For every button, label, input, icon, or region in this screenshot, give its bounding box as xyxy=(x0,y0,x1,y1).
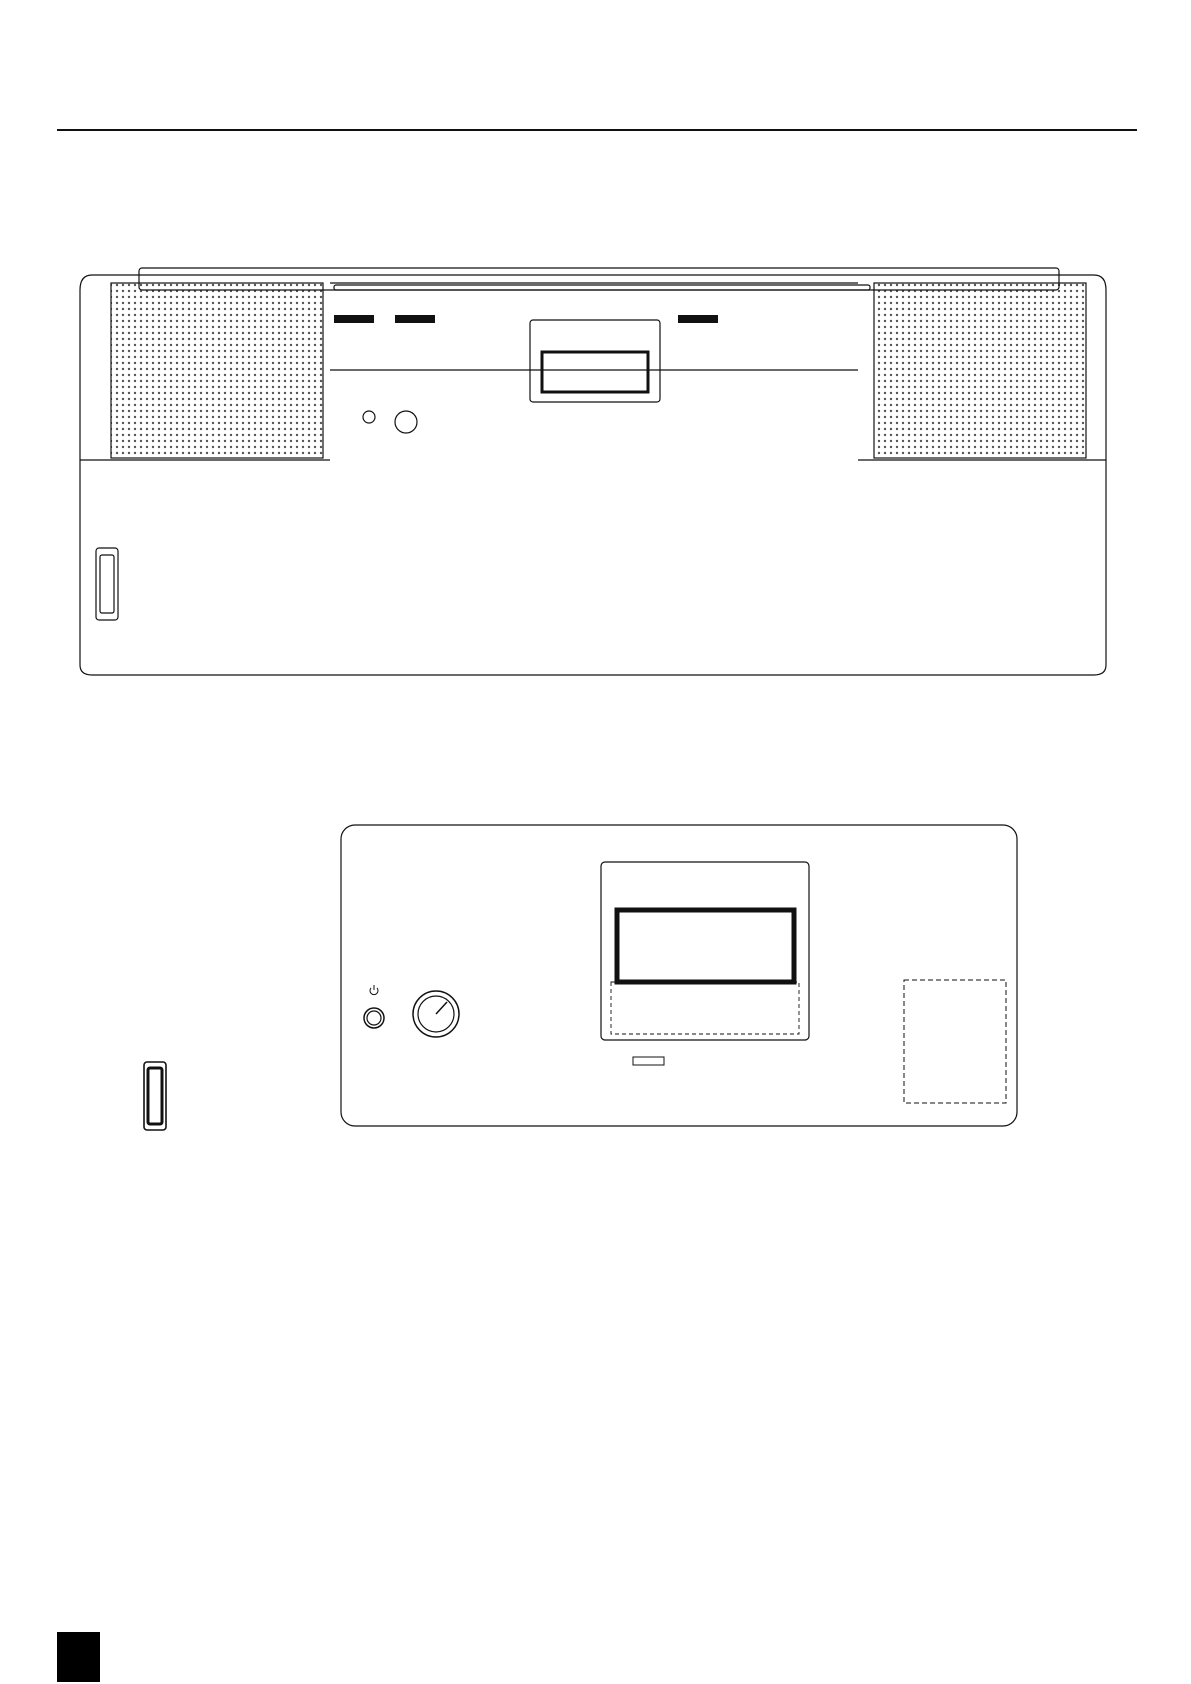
page-number-tab xyxy=(57,1632,100,1682)
left-speaker-grille xyxy=(111,283,323,458)
right-speaker-grille xyxy=(874,283,1086,458)
panel-text xyxy=(633,1057,664,1065)
keyboard-overview xyxy=(80,268,1106,675)
panel-display-screen xyxy=(617,910,794,982)
phones-jack-top xyxy=(96,548,118,620)
control-panel-detail xyxy=(144,825,1017,1130)
top-display-frame xyxy=(530,320,660,402)
top-display-screen xyxy=(542,352,648,392)
panel-display-frame xyxy=(601,862,809,1040)
